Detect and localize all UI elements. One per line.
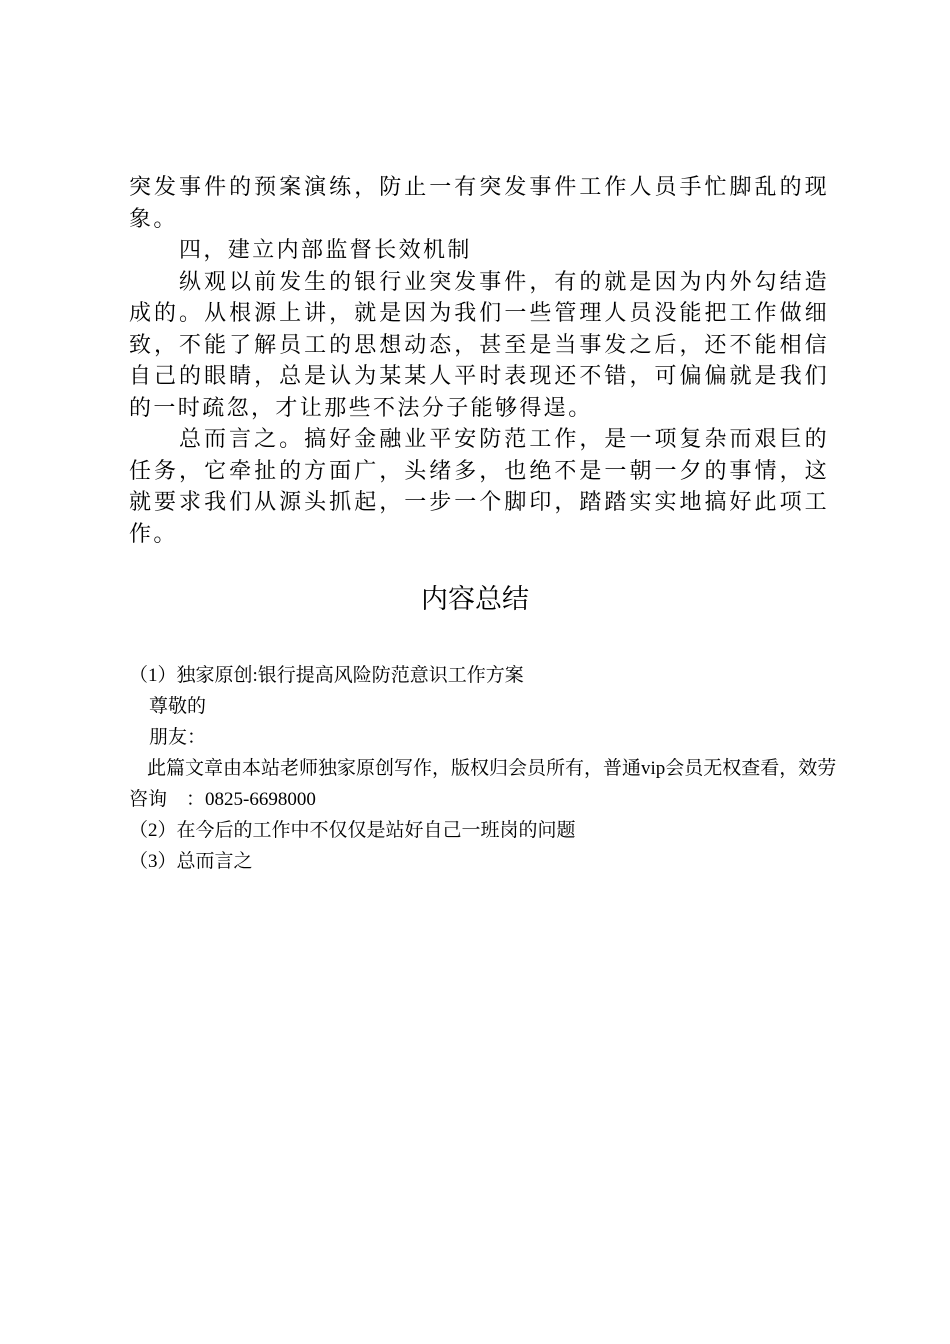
summary-item-2: （2）在今后的工作中不仅仅是站好自己一班岗的问题 — [129, 820, 576, 841]
summary-item-3: （3）总而言之 — [129, 851, 253, 872]
summary-section — [129, 660, 839, 877]
paragraph-collusion: 纵观以前发生的银行业突发事件，有的就是因为内外勾结造成的。从根源上讲，就是因为我们一些管理人员没能把工作做细致，不能了解员工的思想动态，甚至是当事发之后，还不能相信自己的眼睛，总是认为某某人平时表现还不错，可偏偏就是我们的一时疏忽，才让那些不法分子能够得逞。 — [129, 269, 829, 421]
summary-title: 内容总结 — [421, 584, 529, 615]
summary-copyright-notice: 此篇文章由本站老师独家原创写作，版权归会员所有，普通vip会员无权查看，效劳咨询 ：0825-6698000 — [129, 758, 837, 810]
summary-item-1: （1）独家原创:银行提高风险防范意识工作方案 — [129, 665, 524, 686]
section-heading-supervision: 四，建立内部监督长效机制 — [179, 238, 472, 263]
body-text — [129, 172, 829, 550]
paragraph-conclusion: 总而言之。搞好金融业平安防范工作，是一项复杂而艰巨的任务，它牵扯的方面广，头绪多，也绝不是一朝一夕的事情，这就要求我们从源头抓起，一步一个脚印，踏踏实实地搞好此项工作。 — [129, 427, 829, 547]
paragraph-contingency-drill: 突发事件的预案演练，防止一有突发事件工作人员手忙脚乱的现象。 — [129, 175, 829, 232]
summary-greeting-2: 朋友： — [149, 727, 207, 748]
summary-greeting-1: 尊敬的 — [149, 696, 207, 717]
